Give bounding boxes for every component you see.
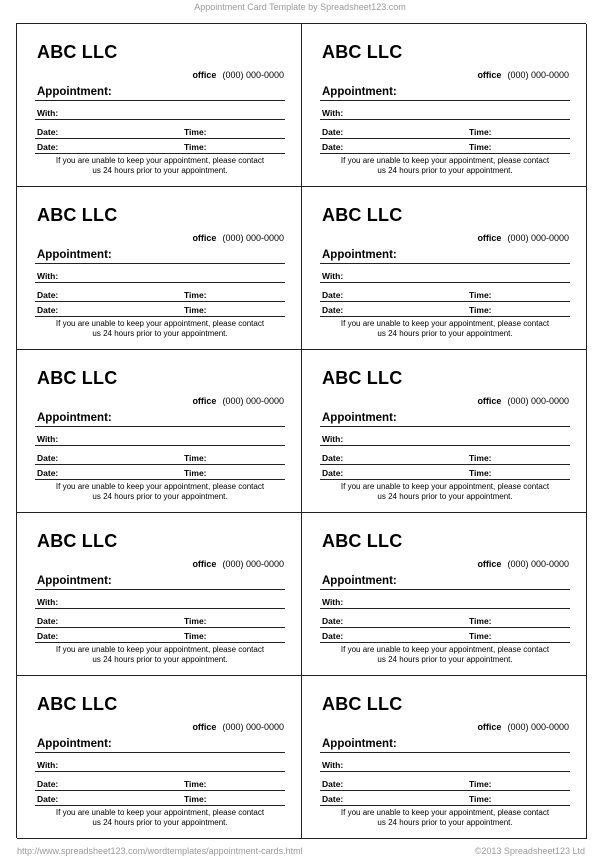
- notice-line: us 24 hours prior to your appointment.: [377, 655, 513, 664]
- company-name: ABC LLC: [37, 694, 118, 714]
- with-line: [35, 597, 285, 609]
- date-label: Date:: [37, 616, 59, 626]
- appointment-card: [302, 350, 587, 513]
- notice-line: If you are unable to keep your appointment, please contact: [340, 319, 550, 328]
- page-footer: [17, 846, 585, 856]
- with-line: [35, 108, 285, 120]
- cancellation-notice: [320, 808, 570, 828]
- date-time-line: [35, 779, 285, 791]
- card-sheet: [16, 23, 586, 838]
- date-label: Date:: [322, 127, 344, 137]
- time-label: Time:: [184, 468, 207, 478]
- phone-number: (000) 000-0000: [507, 396, 569, 406]
- date-label: Date:: [37, 142, 59, 152]
- date-time-line: [320, 453, 570, 465]
- notice-line: us 24 hours prior to your appointment.: [377, 166, 513, 175]
- phone-number: (000) 000-0000: [507, 70, 569, 80]
- office-phone: [192, 396, 284, 406]
- time-label: Time:: [469, 794, 492, 804]
- company-name: ABC LLC: [322, 531, 403, 551]
- time-label: Time:: [184, 305, 207, 315]
- footer-copyright: ©2013 Spreadsheet123 Ltd: [474, 846, 585, 856]
- with-line: [320, 108, 570, 120]
- notice-line: us 24 hours prior to your appointment.: [92, 166, 228, 175]
- notice-line: If you are unable to keep your appointment, please contact: [340, 156, 550, 165]
- with-label: With:: [322, 108, 344, 118]
- cancellation-notice: [320, 482, 570, 502]
- appointment-label: Appointment:: [322, 86, 397, 98]
- with-label: With:: [37, 597, 59, 607]
- office-label: office: [192, 722, 217, 732]
- date-time-line: [320, 127, 570, 139]
- company-name: ABC LLC: [322, 205, 403, 225]
- appointment-label: Appointment:: [322, 412, 397, 424]
- office-phone: [477, 233, 569, 243]
- notice-line: If you are unable to keep your appointment, please contact: [340, 645, 550, 654]
- date-time-line: [35, 794, 285, 806]
- notice-line: us 24 hours prior to your appointment.: [377, 329, 513, 338]
- cancellation-notice: [35, 156, 285, 176]
- date-time-line: [35, 616, 285, 628]
- office-phone: [477, 70, 569, 80]
- appointment-card: [302, 676, 587, 839]
- phone-number: (000) 000-0000: [222, 233, 284, 243]
- time-label: Time:: [184, 290, 207, 300]
- date-label: Date:: [322, 468, 344, 478]
- office-label: office: [477, 722, 502, 732]
- appointment-line: [35, 738, 285, 753]
- date-label: Date:: [37, 468, 59, 478]
- appointment-line: [35, 575, 285, 590]
- cancellation-notice: [35, 808, 285, 828]
- date-label: Date:: [322, 779, 344, 789]
- office-label: office: [477, 396, 502, 406]
- date-time-line: [320, 631, 570, 643]
- cancellation-notice: [35, 645, 285, 665]
- appointment-line: [35, 86, 285, 101]
- time-label: Time:: [469, 305, 492, 315]
- date-label: Date:: [37, 127, 59, 137]
- time-label: Time:: [469, 616, 492, 626]
- date-label: Date:: [322, 794, 344, 804]
- notice-line: If you are unable to keep your appointment, please contact: [340, 808, 550, 817]
- appointment-card: [17, 513, 302, 676]
- appointment-label: Appointment:: [37, 412, 112, 424]
- company-name: ABC LLC: [37, 368, 118, 388]
- office-label: office: [192, 559, 217, 569]
- appointment-line: [35, 412, 285, 427]
- with-label: With:: [37, 434, 59, 444]
- date-time-line: [320, 305, 570, 317]
- office-label: office: [477, 233, 502, 243]
- date-time-line: [35, 127, 285, 139]
- office-phone: [192, 233, 284, 243]
- appointment-label: Appointment:: [37, 575, 112, 587]
- phone-number: (000) 000-0000: [222, 722, 284, 732]
- with-label: With:: [322, 597, 344, 607]
- appointment-line: [320, 575, 570, 590]
- notice-line: If you are unable to keep your appointment, please contact: [55, 808, 265, 817]
- company-name: ABC LLC: [37, 531, 118, 551]
- appointment-label: Appointment:: [37, 249, 112, 261]
- office-label: office: [477, 559, 502, 569]
- with-line: [35, 271, 285, 283]
- company-name: ABC LLC: [37, 205, 118, 225]
- phone-number: (000) 000-0000: [222, 70, 284, 80]
- office-phone: [477, 559, 569, 569]
- date-label: Date:: [322, 142, 344, 152]
- with-line: [320, 597, 570, 609]
- time-label: Time:: [184, 631, 207, 641]
- page-header-title: Appointment Card Template by Spreadsheet123.com: [194, 2, 406, 12]
- with-label: With:: [322, 271, 344, 281]
- phone-number: (000) 000-0000: [222, 396, 284, 406]
- time-label: Time:: [184, 794, 207, 804]
- date-label: Date:: [37, 794, 59, 804]
- footer-url-link[interactable]: http://www.spreadsheet123.com/wordtemplates/appointment-cards.html: [17, 846, 303, 856]
- notice-line: If you are unable to keep your appointment, please contact: [55, 319, 265, 328]
- company-name: ABC LLC: [322, 694, 403, 714]
- with-line: [320, 760, 570, 772]
- date-label: Date:: [322, 305, 344, 315]
- notice-line: If you are unable to keep your appointment, please contact: [340, 482, 550, 491]
- date-time-line: [35, 468, 285, 480]
- notice-line: If you are unable to keep your appointment, please contact: [55, 645, 265, 654]
- appointment-card: [17, 187, 302, 350]
- time-label: Time:: [184, 616, 207, 626]
- date-label: Date:: [37, 453, 59, 463]
- appointment-card: [302, 187, 587, 350]
- date-label: Date:: [322, 453, 344, 463]
- appointment-line: [320, 249, 570, 264]
- cancellation-notice: [35, 482, 285, 502]
- office-phone: [192, 70, 284, 80]
- time-label: Time:: [469, 127, 492, 137]
- office-phone: [192, 722, 284, 732]
- company-name: ABC LLC: [322, 42, 403, 62]
- notice-line: If you are unable to keep your appointment, please contact: [55, 482, 265, 491]
- time-label: Time:: [469, 779, 492, 789]
- date-time-line: [320, 468, 570, 480]
- date-time-line: [35, 142, 285, 154]
- date-label: Date:: [322, 290, 344, 300]
- notice-line: us 24 hours prior to your appointment.: [92, 818, 228, 827]
- office-label: office: [477, 70, 502, 80]
- time-label: Time:: [184, 127, 207, 137]
- notice-line: us 24 hours prior to your appointment.: [92, 655, 228, 664]
- date-label: Date:: [322, 616, 344, 626]
- date-label: Date:: [37, 779, 59, 789]
- appointment-card: [302, 24, 587, 187]
- time-label: Time:: [469, 631, 492, 641]
- date-time-line: [35, 631, 285, 643]
- with-label: With:: [37, 271, 59, 281]
- appointment-card: [17, 676, 302, 839]
- appointment-label: Appointment:: [322, 738, 397, 750]
- notice-line: us 24 hours prior to your appointment.: [377, 818, 513, 827]
- cancellation-notice: [35, 319, 285, 339]
- office-label: office: [192, 396, 217, 406]
- appointment-label: Appointment:: [322, 575, 397, 587]
- time-label: Time:: [469, 453, 492, 463]
- date-label: Date:: [37, 290, 59, 300]
- date-time-line: [320, 616, 570, 628]
- with-line: [35, 760, 285, 772]
- date-time-line: [35, 290, 285, 302]
- date-time-line: [320, 794, 570, 806]
- cancellation-notice: [320, 319, 570, 339]
- time-label: Time:: [469, 468, 492, 478]
- date-time-line: [35, 453, 285, 465]
- with-line: [320, 271, 570, 283]
- appointment-line: [320, 738, 570, 753]
- appointment-line: [320, 86, 570, 101]
- appointment-line: [35, 249, 285, 264]
- cancellation-notice: [320, 645, 570, 665]
- date-label: Date:: [322, 631, 344, 641]
- with-line: [320, 434, 570, 446]
- date-label: Date:: [37, 631, 59, 641]
- appointment-label: Appointment:: [322, 249, 397, 261]
- with-line: [35, 434, 285, 446]
- phone-number: (000) 000-0000: [507, 722, 569, 732]
- date-label: Date:: [37, 305, 59, 315]
- office-phone: [192, 559, 284, 569]
- phone-number: (000) 000-0000: [222, 559, 284, 569]
- date-time-line: [35, 305, 285, 317]
- office-phone: [477, 722, 569, 732]
- office-label: office: [192, 233, 217, 243]
- date-time-line: [320, 142, 570, 154]
- date-time-line: [320, 779, 570, 791]
- appointment-card: [302, 513, 587, 676]
- time-label: Time:: [184, 779, 207, 789]
- with-label: With:: [37, 760, 59, 770]
- with-label: With:: [322, 434, 344, 444]
- time-label: Time:: [469, 142, 492, 152]
- appointment-card: [17, 350, 302, 513]
- company-name: ABC LLC: [322, 368, 403, 388]
- company-name: ABC LLC: [37, 42, 118, 62]
- time-label: Time:: [469, 290, 492, 300]
- appointment-label: Appointment:: [37, 86, 112, 98]
- phone-number: (000) 000-0000: [507, 233, 569, 243]
- notice-line: If you are unable to keep your appointment, please contact: [55, 156, 265, 165]
- appointment-label: Appointment:: [37, 738, 112, 750]
- with-label: With:: [322, 760, 344, 770]
- time-label: Time:: [184, 453, 207, 463]
- office-label: office: [192, 70, 217, 80]
- appointment-card: [17, 24, 302, 187]
- office-phone: [477, 396, 569, 406]
- date-time-line: [320, 290, 570, 302]
- with-label: With:: [37, 108, 59, 118]
- notice-line: us 24 hours prior to your appointment.: [92, 329, 228, 338]
- phone-number: (000) 000-0000: [507, 559, 569, 569]
- time-label: Time:: [184, 142, 207, 152]
- notice-line: us 24 hours prior to your appointment.: [92, 492, 228, 501]
- notice-line: us 24 hours prior to your appointment.: [377, 492, 513, 501]
- appointment-line: [320, 412, 570, 427]
- cancellation-notice: [320, 156, 570, 176]
